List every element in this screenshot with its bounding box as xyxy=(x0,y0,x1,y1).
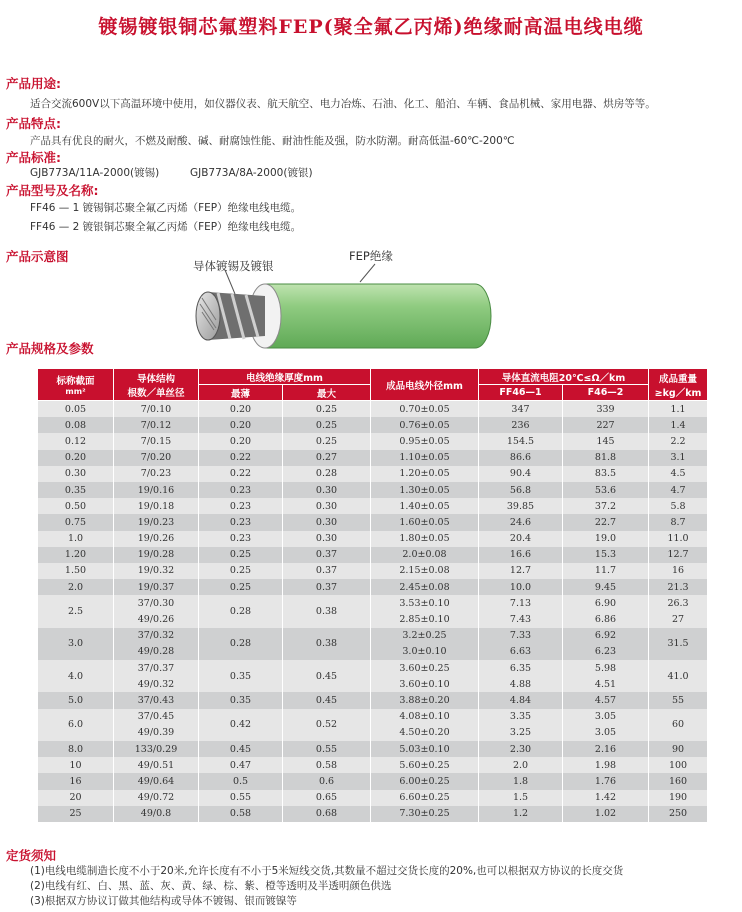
notes-list xyxy=(30,864,623,909)
table-row: 20 49/0.72 0.55 0.65 6.60±0.25 1.5 1.42 190 xyxy=(38,790,708,806)
insulation-leader-line xyxy=(360,264,375,282)
col-thickness-max: 最大 xyxy=(283,385,371,401)
notes-heading: 定货须知 xyxy=(6,848,57,863)
spec-table xyxy=(37,368,708,822)
col-conductor: 导体结构 根数／单丝径 xyxy=(114,369,199,401)
table-row: 2.0 19/0.37 0.25 0.37 2.45±0.08 10.0 9.45 21.3 xyxy=(38,579,708,595)
col-thickness-min: 最薄 xyxy=(199,385,283,401)
table-row: 16 49/0.64 0.5 0.6 6.00±0.25 1.8 1.76 160 xyxy=(38,773,708,789)
specs-heading: 产品规格及参数 xyxy=(6,341,94,356)
label-insulation: FEP绝缘 xyxy=(349,249,393,263)
note-3: (3)根据双方协议订做其他结构或导体不镀锡、银而镀镍等 xyxy=(30,895,297,907)
features-text: 产品具有优良的耐火，不燃及耐酸、碱、耐腐蚀性能、耐油性能及强，防水防潮。耐高低温-60℃-200℃ xyxy=(30,135,515,147)
conductor-leader-line xyxy=(225,270,235,294)
table-row: 1.50 19/0.32 0.25 0.37 2.15±0.08 12.7 11.7 16 xyxy=(38,563,708,579)
label-conductor: 导体镀锡及镀银 xyxy=(193,259,274,273)
note-2: (2)电线有红、白、黑、蓝、灰、黄、绿、棕、紫、橙等透明及半透明颜色供选 xyxy=(30,880,392,892)
table-row: 0.12 7/0.15 0.20 0.25 0.95±0.05 154.5 145 2.2 xyxy=(38,433,708,449)
table-row: 10 49/0.51 0.47 0.58 5.60±0.25 2.0 1.98 100 xyxy=(38,757,708,773)
table-row: 49/0.39 4.50±0.20 3.25 3.05 xyxy=(38,725,708,741)
diagram-heading: 产品示意图 xyxy=(6,249,69,264)
table-row: 0.75 19/0.23 0.23 0.30 1.60±0.05 24.6 22.7 8.7 xyxy=(38,514,708,530)
table-row: 5.0 37/0.43 0.35 0.45 3.88±0.20 4.84 4.57 55 xyxy=(38,692,708,708)
models-heading: 产品型号及名称: xyxy=(6,183,99,198)
col-res-f2: F46—2 xyxy=(563,385,649,401)
note-1: (1)电线电缆制造长度不小于20米,允许长度有不小于5米短线交货,其数量不超过交货长度的20%,也可以根据双方协议的长度交货 xyxy=(30,865,624,877)
table-row: 0.35 19/0.16 0.23 0.30 1.30±0.05 56.8 53.6 4.7 xyxy=(38,482,708,498)
standard-1: GJB773A/11A-2000(镀锡) xyxy=(30,167,160,179)
usage-heading: 产品用途: xyxy=(6,76,61,91)
table-row: 2.5 37/0.30 0.28 0.38 3.53±0.10 7.13 6.90 26.3 xyxy=(38,595,708,611)
standard-heading: 产品标准: xyxy=(6,150,61,165)
table-row: 3.0 37/0.32 0.28 0.38 3.2±0.25 7.33 6.92 31.5 xyxy=(38,628,708,644)
col-thickness: 电线绝缘厚度mm xyxy=(199,369,371,385)
features-heading: 产品特点: xyxy=(6,116,61,131)
table-row: 49/0.28 3.0±0.10 6.63 6.23 xyxy=(38,644,708,660)
page-title: 镀锡镀银铜芯氟塑料FEP(聚全氟乙丙烯)绝缘耐高温电线电缆 xyxy=(98,16,644,38)
table-row: 49/0.26 2.85±0.10 7.43 6.86 27 xyxy=(38,611,708,627)
table-row: 0.20 7/0.20 0.22 0.27 1.10±0.05 86.6 81.8 3.1 xyxy=(38,450,708,466)
model-1: FF46 — 1 镀锡铜芯聚全氟乙丙烯（FEP）绝缘电线电缆。 xyxy=(30,202,302,214)
usage-text: 适合交流600V以下高温环境中使用，如仪器仪表、航天航空、电力冶炼、石油、化工、船泊、车辆、食品机械、家用电器、烘房等等。 xyxy=(30,98,656,110)
table-row: 1.20 19/0.28 0.25 0.37 2.0±0.08 16.6 15.3 12.7 xyxy=(38,547,708,563)
col-outer-diameter: 成品电线外径mm xyxy=(371,369,479,401)
table-row: 0.08 7/0.12 0.20 0.25 0.76±0.05 236 227 1.4 xyxy=(38,417,708,433)
model-2: FF46 — 2 镀银铜芯聚全氟乙丙烯（FEP）绝缘电线电缆。 xyxy=(30,221,302,233)
table-row: 6.0 37/0.45 0.42 0.52 4.08±0.10 3.35 3.05 60 xyxy=(38,709,708,725)
table-row: 0.50 19/0.18 0.23 0.30 1.40±0.05 39.85 37.2 5.8 xyxy=(38,498,708,514)
table-row: 0.05 7/0.10 0.20 0.25 0.70±0.05 347 339 1.1 xyxy=(38,401,708,418)
col-resistance: 导体直流电阻20℃≤Ω／km xyxy=(479,369,649,385)
col-section: 标称截面 mm² xyxy=(38,369,114,401)
cable-diagram xyxy=(180,246,500,356)
table-row: 1.0 19/0.26 0.23 0.30 1.80±0.05 20.4 19.0 11.0 xyxy=(38,531,708,547)
standard-2: GJB773A/8A-2000(镀银) xyxy=(190,167,313,179)
table-row: 0.30 7/0.23 0.22 0.28 1.20±0.05 90.4 83.5 4.5 xyxy=(38,466,708,482)
table-row: 4.0 37/0.37 0.35 0.45 3.60±0.25 6.35 5.98 41.0 xyxy=(38,660,708,676)
table-row: 8.0 133/0.29 0.45 0.55 5.03±0.10 2.30 2.16 90 xyxy=(38,741,708,757)
table-row: 25 49/0.8 0.58 0.68 7.30±0.25 1.2 1.02 250 xyxy=(38,806,708,822)
col-res-f1: FF46—1 xyxy=(479,385,563,401)
col-weight: 成品重量 ≥kg／km xyxy=(649,369,708,401)
insulation-body xyxy=(265,284,491,348)
table-row: 49/0.32 3.60±0.10 4.88 4.51 xyxy=(38,676,708,692)
